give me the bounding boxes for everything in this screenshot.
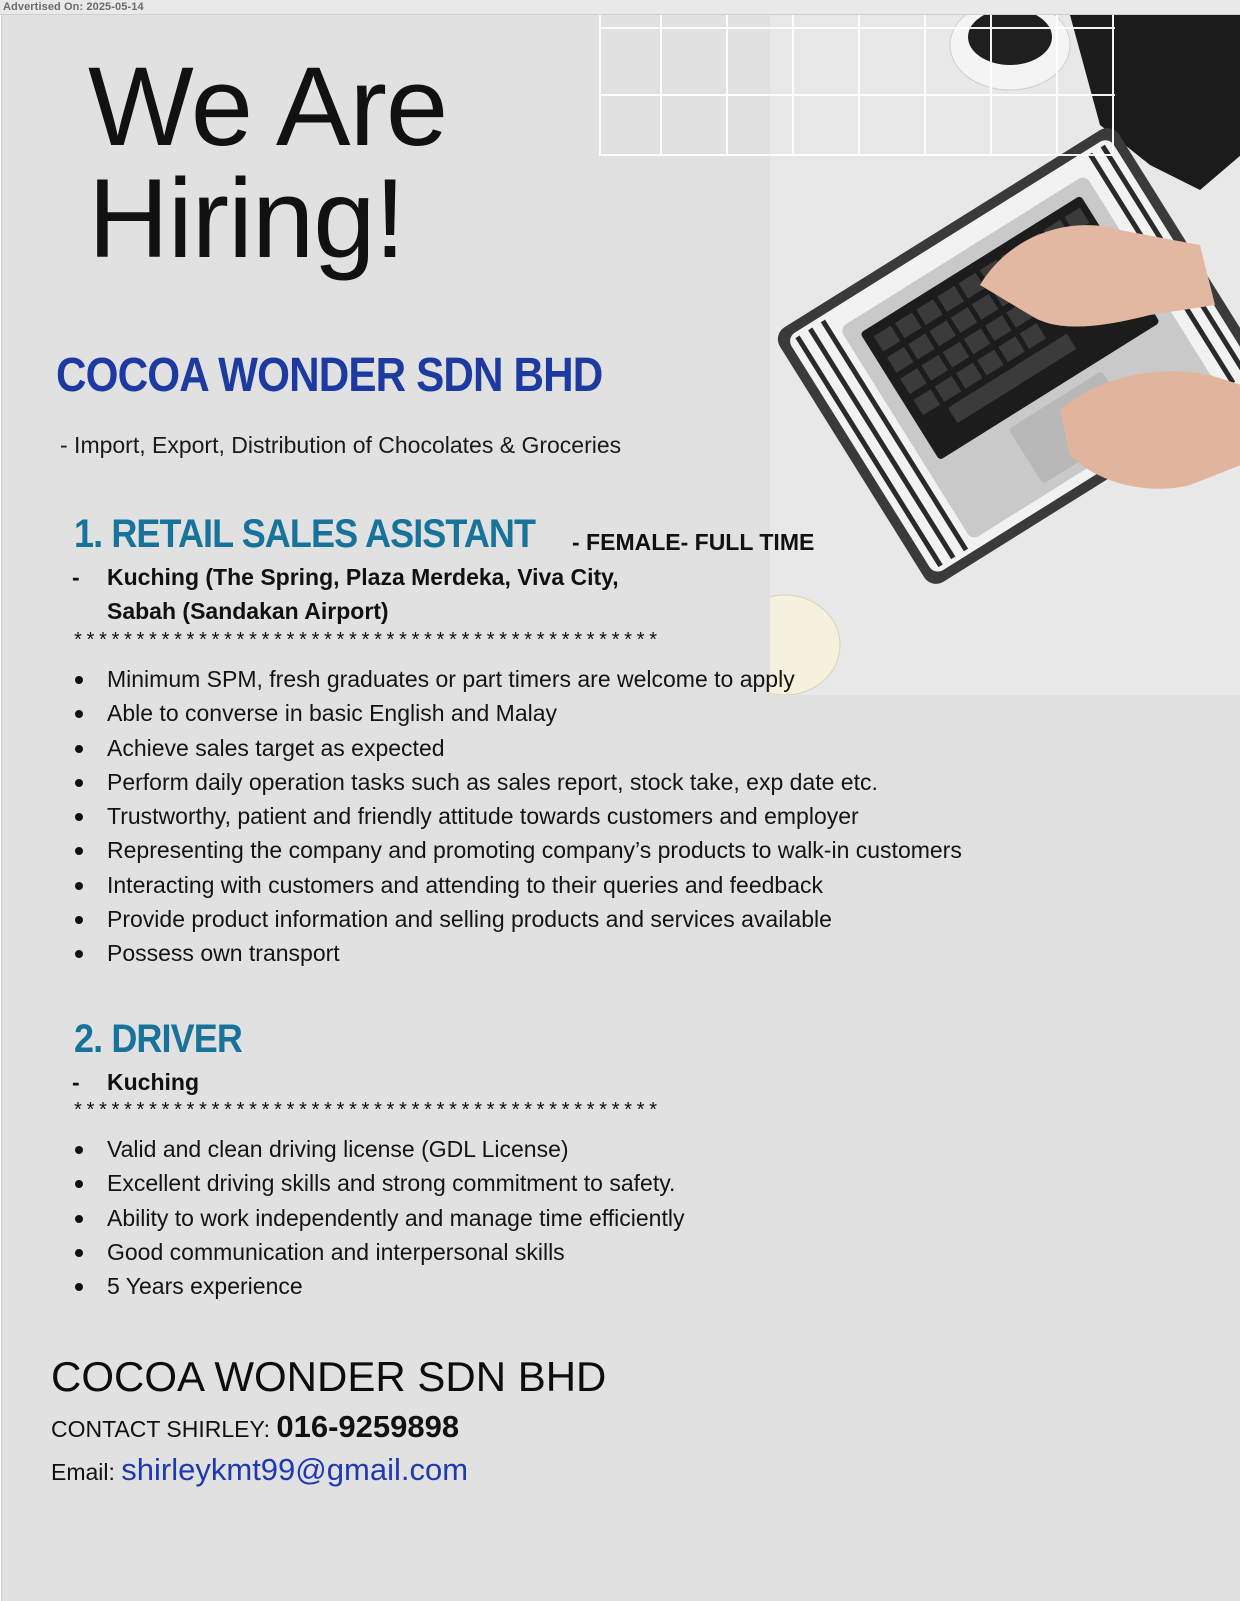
location-line: Kuching (107, 1069, 199, 1095)
footer-company-name: COCOA WONDER SDN BHD (51, 1353, 607, 1400)
grid-pattern-icon (599, 15, 1129, 158)
email-link[interactable]: shirleykmt99@gmail.com (121, 1452, 469, 1487)
contact-line (51, 1409, 459, 1445)
email-line (51, 1452, 468, 1488)
headline-line-2: Hiring! (88, 156, 405, 281)
company-name: COCOA WONDER SDN BHD (56, 349, 603, 402)
job-1-title: 1. RETAIL SALES ASISTANT (74, 512, 536, 556)
location-line: Sabah (Sandakan Airport) (107, 598, 389, 624)
company-tagline: - Import, Export, Distribution of Chocolates & Groceries (60, 432, 622, 458)
location-dash: - (72, 1069, 80, 1095)
job-poster: We Are Hiring! COCOA WONDER SDN BHD - Import, Export, Distribution of Chocolates & Groceries 1. RETAIL SALES ASISTANT - FEMALE- FULL TIME - Kuching (The Spring, Plaza Merdeka, Viva City, Sabah (Sandakan Airport) *********************************************** Minimum SPM, fresh graduates or part timers are welcome to apply Able to converse in basic English and Malay Achieve sales target as expected Perform daily operation tasks such as sales report, stock take, exp date etc. Trustworthy, patient and friendly attitude towards customers and employer Representing the company and promoting company’s products to walk-in customers Interacting with customers and attending to their queries and feedback Provide product information and selling products and services available Possess own transport 2. DRIVER - Kuching *********************************************** Valid and clean driving license (GDL License) Excellent driving skills and strong commitment to safety. Ability to work independently and manage time efficiently Good communication and interpersonal skills 5 Years experience COCOA WONDER SDN BHD CONTACT SHIRLEY: 016-9259898 Email: shirleykmt99@gmail.com (1, 15, 1240, 1601)
location-line: Kuching (The Spring, Plaza Merdeka, Viva City, (107, 564, 619, 590)
job-1-type: - FEMALE- FULL TIME (572, 529, 815, 555)
headline-line-1: We Are (88, 44, 448, 169)
job-2-separator: *********************************************** (72, 1101, 660, 1124)
job-1-separator: *********************************************** (72, 631, 660, 654)
location-dash: - (72, 564, 80, 590)
hiring-headline (88, 44, 608, 281)
email-label: Email: (51, 1459, 122, 1485)
advertised-date: Advertised On: 2025-05-14 (3, 1, 144, 13)
advertised-date-bar (0, 0, 1240, 15)
contact-label: CONTACT SHIRLEY: (51, 1416, 277, 1442)
job-2-title: 2. DRIVER (74, 1017, 242, 1061)
contact-phone[interactable]: 016-9259898 (276, 1409, 460, 1444)
